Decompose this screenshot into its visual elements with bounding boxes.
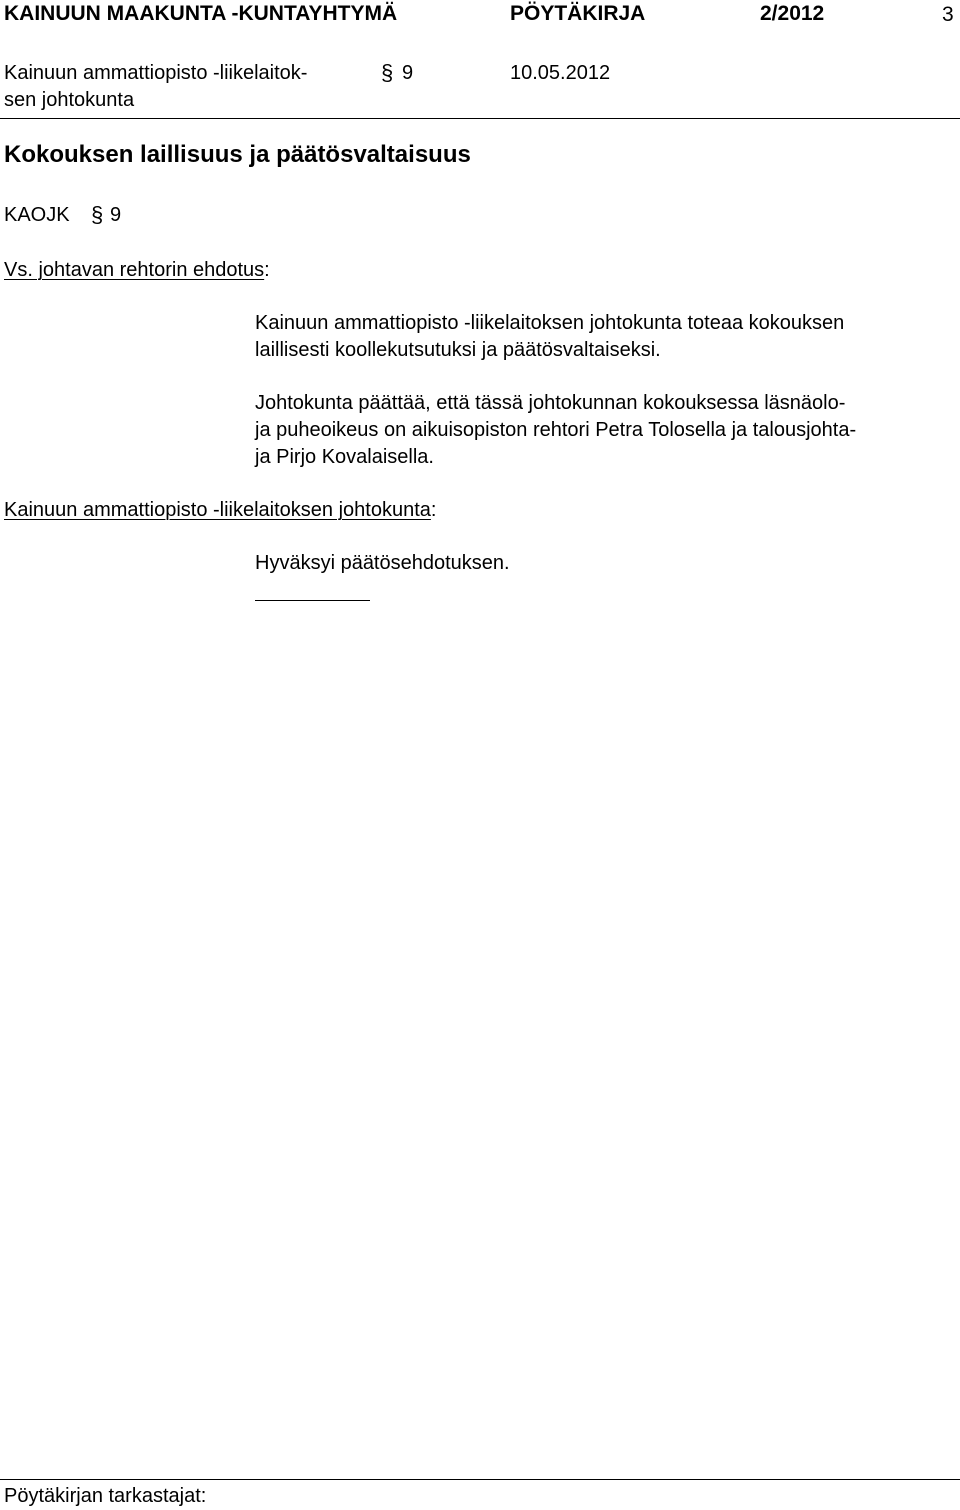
organization-name: KAINUUN MAAKUNTA -KUNTAYHTYMÄ — [4, 2, 398, 25]
footer-divider — [0, 1479, 960, 1480]
body-name-line1: Kainuun ammattiopisto -liikelaitok- — [4, 62, 308, 84]
document-type: PÖYTÄKIRJA — [510, 2, 646, 25]
document-number: 2/2012 — [760, 2, 825, 25]
body-name-line2: sen johtokunta — [4, 89, 135, 111]
section-number: 9 — [402, 62, 414, 84]
decision-label — [4, 497, 436, 524]
proposal-paragraph-2 — [255, 390, 856, 471]
header-divider — [0, 118, 960, 119]
decision-end-line — [255, 600, 370, 601]
paragraph-line: laillisesti koollekutsutuksi ja päätösvaltaiseksi. — [255, 339, 661, 361]
proposal-label-text: Vs. johtavan rehtorin ehdotus — [4, 259, 265, 281]
reference-number: 9 — [110, 204, 122, 226]
reference-code: KAOJK — [4, 204, 70, 226]
proposal-label — [4, 257, 270, 284]
item-title: Kokouksen laillisuus ja päätösvaltaisuus — [4, 141, 471, 168]
paragraph-line: Kainuun ammattiopisto -liikelaitoksen johtokunta toteaa kokouksen — [255, 312, 845, 334]
meeting-date: 10.05.2012 — [510, 62, 611, 84]
paragraph-line: ja puheoikeus on aikuisopiston rehtori Petra Tolosella ja talousjohta- — [255, 419, 857, 441]
page-number: 3 — [942, 3, 954, 26]
reference-section-sign-icon: § — [91, 202, 104, 227]
decision-label-colon: : — [430, 499, 437, 521]
decision-label-text: Kainuun ammattiopisto -liikelaitoksen johtokunta — [4, 499, 431, 521]
proposal-label-colon: : — [264, 259, 270, 281]
reviewers-label: Pöytäkirjan tarkastajat: — [4, 1485, 207, 1507]
section-sign-icon: § — [381, 60, 394, 85]
paragraph-line: Johtokunta päättää, että tässä johtokunnan kokouksessa läsnäolo- — [255, 392, 846, 414]
paragraph-line: ja Pirjo Kovalaisella. — [255, 446, 434, 468]
decision-text: Hyväksyi päätösehdotuksen. — [255, 552, 510, 574]
proposal-paragraph-1 — [255, 310, 844, 364]
